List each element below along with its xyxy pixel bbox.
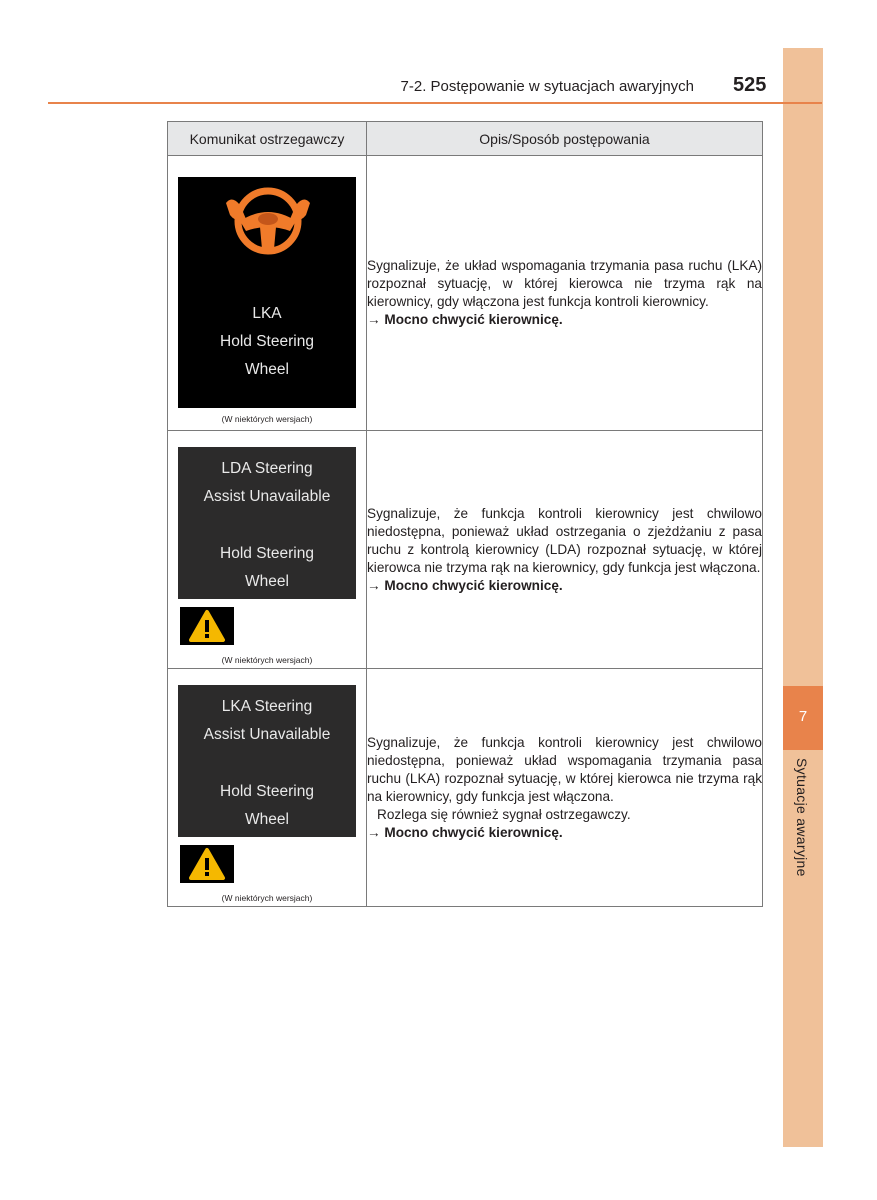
action-text: → Mocno chwycić kierownicę. bbox=[367, 824, 563, 840]
display-line: Assist Unavailable bbox=[203, 726, 331, 743]
message-cell bbox=[168, 669, 367, 907]
version-caption: (W niektórych wersjach) bbox=[221, 414, 313, 424]
page-number: 525 bbox=[733, 74, 767, 96]
chapter-number-tab: 7 bbox=[783, 686, 823, 750]
display-screen bbox=[178, 685, 356, 837]
column-header-message: Komunikat ostrzegawczy bbox=[168, 122, 367, 156]
description-text: Sygnalizuje, że funkcja kontroli kierownicy jest chwilowo niedostępna, ponieważ układ ostrzegania o zjeżdżaniu z pasa ruchu z kontrolą kierownicy (LDA) rozpoznał sytuację, w której kierowca nie trzyma rąk na kierownicy, gdy funkcja jest włączona. bbox=[367, 505, 762, 575]
description-text: Sygnalizuje, że układ wspomagania trzymania pasa ruchu (LKA) rozpoznał sytuację, w której kierowca nie trzyma rąk na kierownicy, gdy włączona jest funkcja kontroli kierownicy. bbox=[367, 258, 762, 309]
display-line: Hold Steering bbox=[220, 783, 314, 800]
display-screen bbox=[178, 447, 356, 599]
table-header-row bbox=[168, 122, 763, 156]
display-line: Wheel bbox=[245, 811, 289, 828]
display-line: LKA Steering bbox=[221, 698, 313, 715]
table-row bbox=[168, 669, 763, 907]
warning-indicator bbox=[180, 607, 234, 645]
display-line: Hold Steering bbox=[220, 333, 314, 350]
chapter-title: Sytuacje awaryjne bbox=[794, 758, 810, 877]
warning-triangle-icon bbox=[180, 845, 234, 883]
table-row bbox=[168, 431, 763, 669]
side-tab bbox=[783, 48, 823, 1147]
description-cell bbox=[367, 431, 763, 669]
column-header-description: Opis/Sposób postępowania bbox=[367, 122, 763, 156]
display-line: LKA bbox=[252, 305, 282, 322]
display-line: Assist Unavailable bbox=[203, 488, 331, 505]
warning-triangle-icon bbox=[180, 607, 234, 645]
description-text: Sygnalizuje, że funkcja kontroli kierownicy jest chwilowo niedostępna, ponieważ układ wspomagania trzymania pasa ruchu (LKA) rozpoznał sytuację, w której kierowca nie trzyma rąk na kierownicy, gdy funkcja jest włączona. bbox=[367, 734, 762, 804]
table-row bbox=[168, 156, 763, 431]
header-rule bbox=[48, 102, 822, 104]
section-title: 7-2. Postępowanie w sytuacjach awaryjnych bbox=[400, 78, 694, 95]
display-line: Hold Steering bbox=[220, 545, 314, 562]
display-line: LDA Steering bbox=[221, 460, 313, 477]
description-cell bbox=[367, 156, 763, 431]
steering-wheel-icon bbox=[222, 183, 314, 255]
note-text: Rozlega się również sygnał ostrzegawczy. bbox=[377, 806, 631, 822]
display-line: Wheel bbox=[245, 361, 289, 378]
action-text: → Mocno chwycić kierownicę. bbox=[367, 577, 563, 593]
version-caption: (W niektórych wersjach) bbox=[221, 893, 313, 903]
warning-indicator bbox=[180, 845, 234, 883]
action-text: → Mocno chwycić kierownicę. bbox=[367, 312, 563, 327]
message-cell bbox=[168, 156, 367, 431]
description-cell bbox=[367, 669, 763, 907]
message-cell bbox=[168, 431, 367, 669]
warning-message-table bbox=[167, 121, 763, 907]
display-line: Wheel bbox=[245, 573, 289, 590]
display-screen bbox=[178, 177, 356, 408]
version-caption: (W niektórych wersjach) bbox=[221, 655, 313, 665]
